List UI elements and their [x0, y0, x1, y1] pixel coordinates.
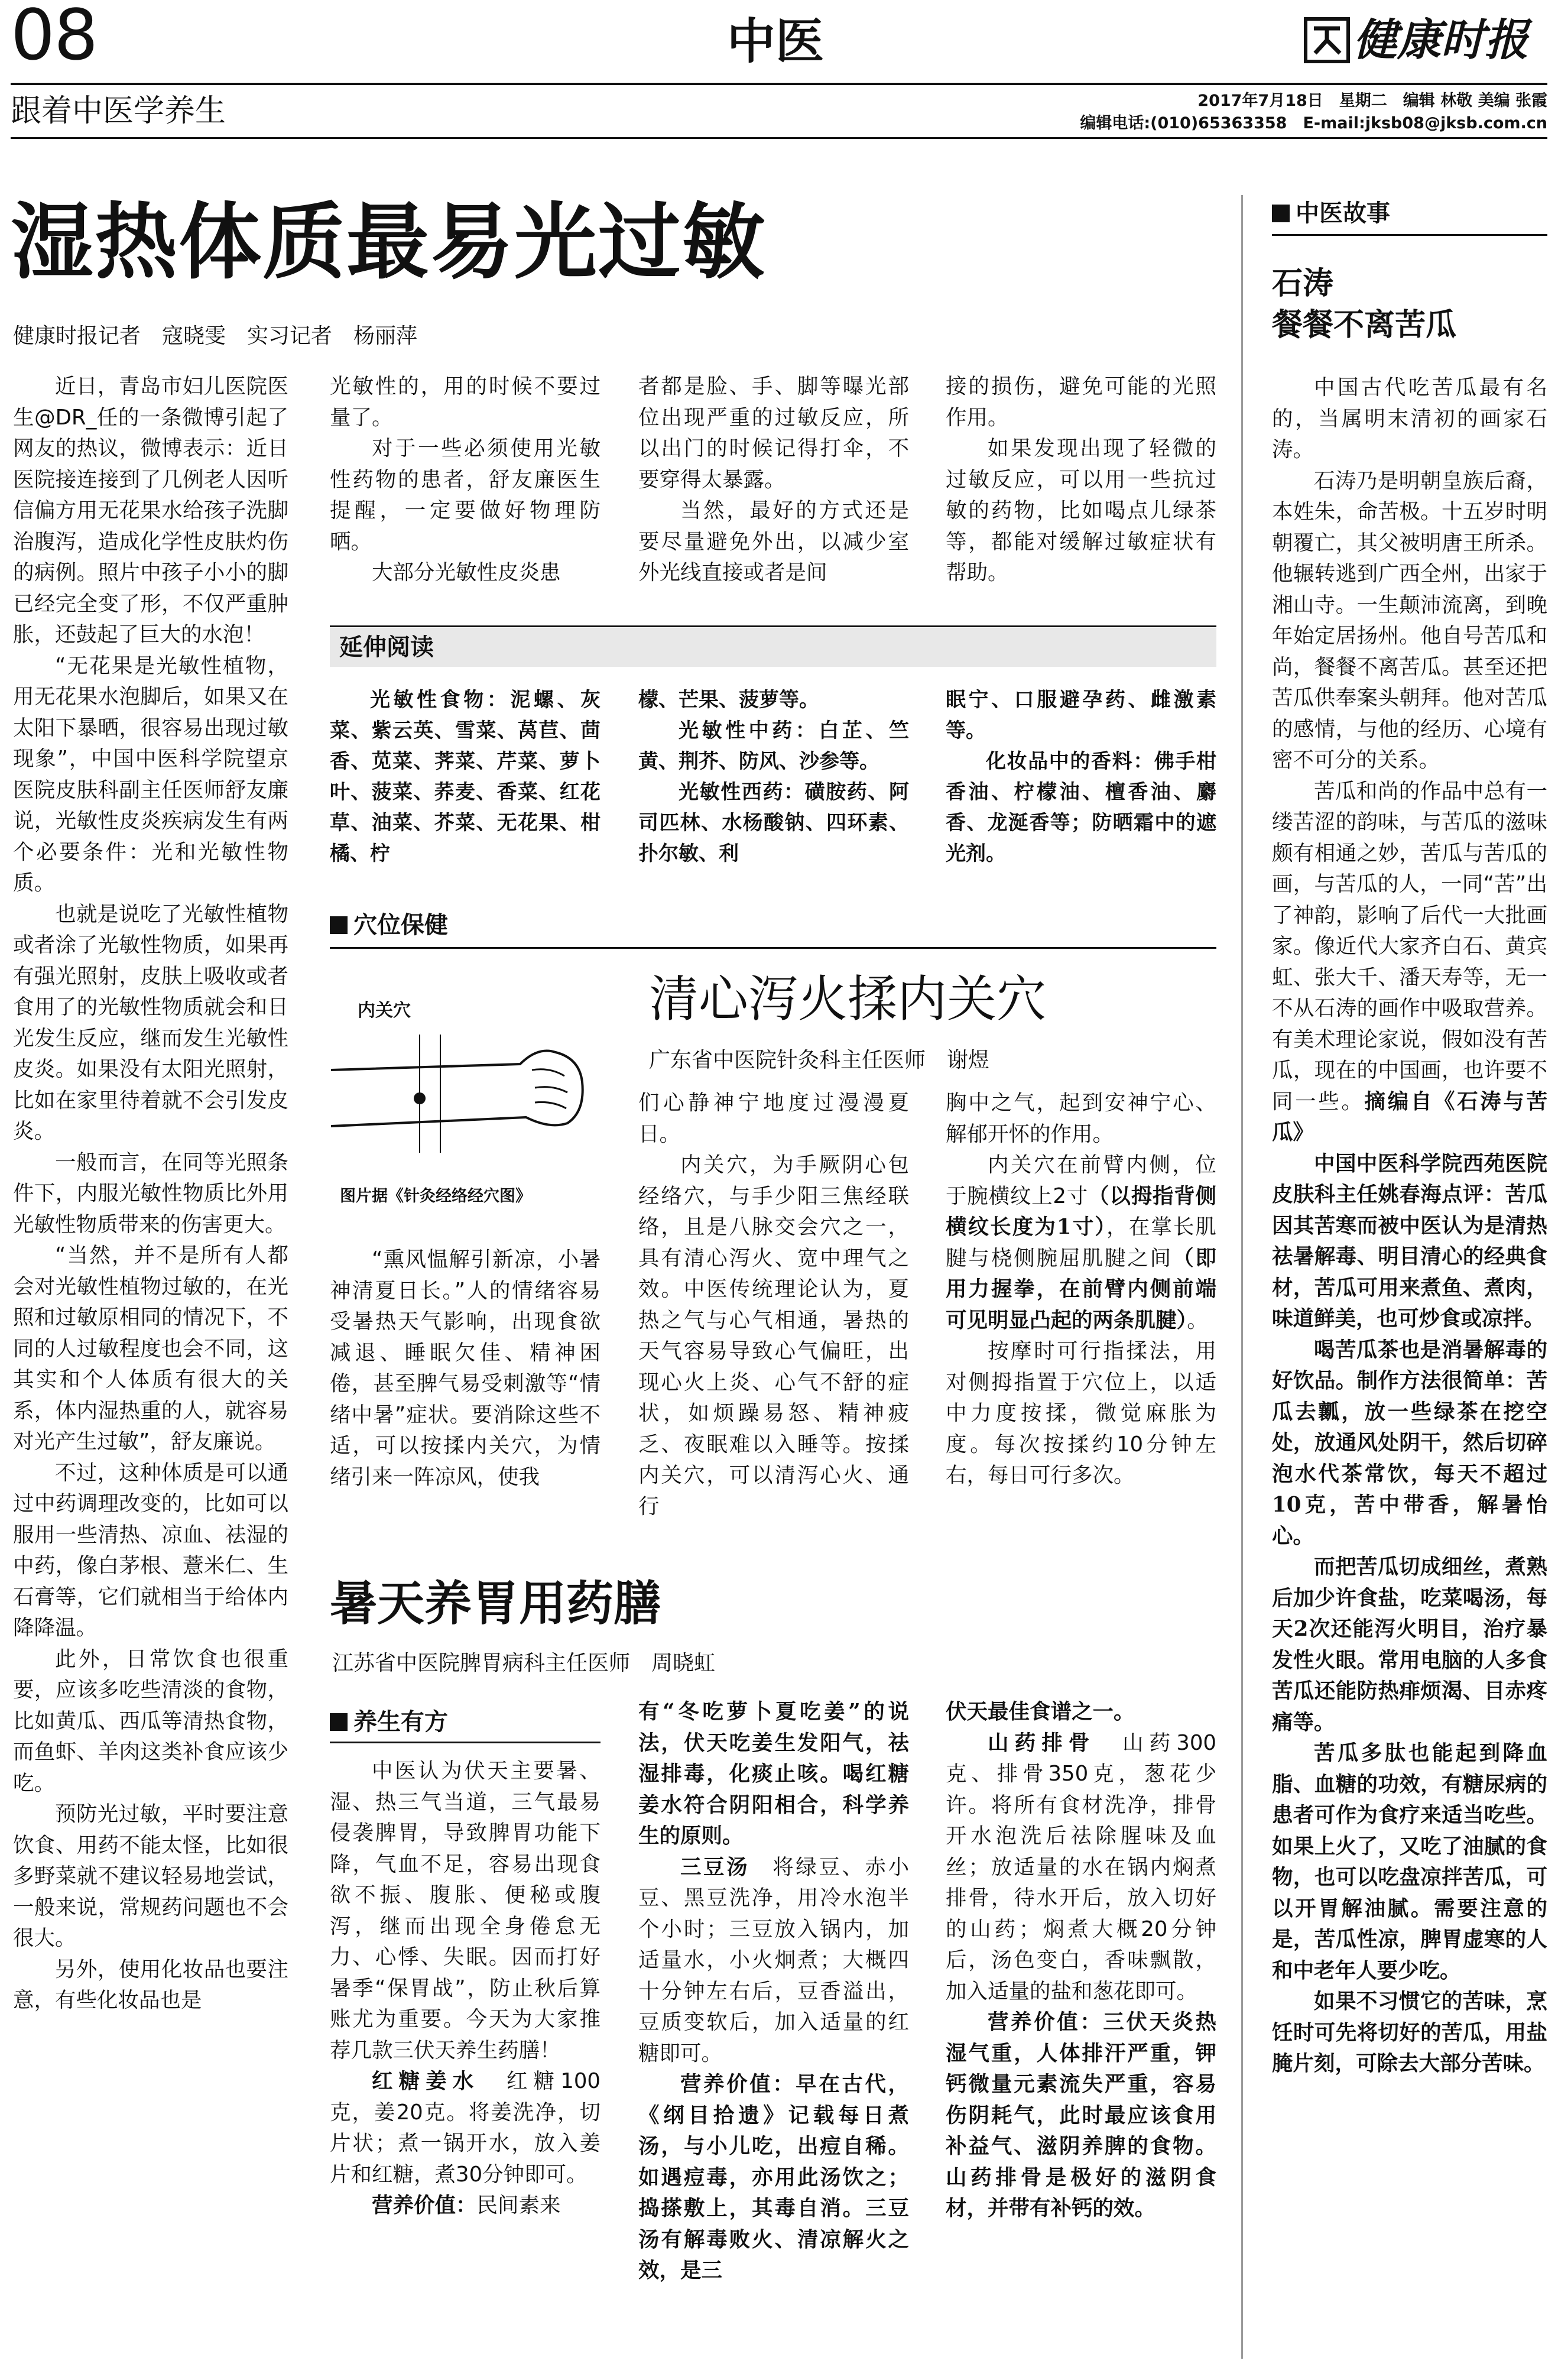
paragraph: 化妆品中的香料：佛手柑香油、柠檬油、檀香油、麝香、龙涎香等；防晒霜中的遮光剂。 [946, 750, 1216, 865]
main-article-col3 [638, 371, 909, 614]
paragraph [946, 1728, 1216, 2008]
paragraph [330, 2190, 601, 2222]
paragraph: 对于一些必须使用光敏性药物的患者，舒友廉医生提醒，一定要做好物理防晒。 [330, 436, 601, 554]
paragraph: 也就是说吃了光敏性植物或者涂了光敏性物质，如果再有强光照射，皮肤上吸收或者食用了的光敏性物质就会和日光发生反应，继而发生光敏性皮炎。如果没有太阳光照射，比如在家里待着就不会引发皮炎。 [13, 902, 288, 1143]
masthead-name: 健康时报 [1353, 15, 1528, 66]
paragraph [638, 1852, 909, 2070]
paragraph: 檬、芒果、菠萝等。 [638, 688, 819, 712]
paragraph [638, 2069, 909, 2287]
paragraph: 光敏性西药：磺胺药、阿司匹林、水杨酸钠、四环素、扑尔敏、利 [638, 780, 909, 865]
paragraph: 一般而言，在同等光照条件下，内服光敏性物质比外用光敏性物质带来的伤害更大。 [13, 1150, 288, 1237]
expert-label: 中国中医科学院西苑医院皮肤科主任姚春海点评： [1272, 1151, 1547, 1207]
forearm-illustration [331, 1023, 591, 1165]
paragraph: 者都是脸、手、脚等曝光部位出现严重的过敏反应，所以出门的时候记得打伞，不要穿得太暴露。 [638, 374, 909, 492]
text-run: （即用力握拳，在前臂内侧前端可见明显凸起的两条肌腱） [946, 1246, 1216, 1332]
paragraph: 苦瓜多肽也能起到降血脂、血糖的功效，有糖尿病的患者可作为食疗来适当吃些。如果上火了，又吃了油腻的食物，也可以吃盘凉拌苦瓜，可以开胃解油腻。需要注意的是，苦瓜性凉，脾胃虚寒的人和中老年人要少吃。 [1272, 1741, 1547, 1983]
paragraph: 如果不习惯它的苦味，烹饪时可先将切好的苦瓜，用盐腌片刻，可除去大部分苦味。 [1272, 1989, 1547, 2076]
paragraph: 胸中之气，起到安神宁心、解郁开怀的作用。 [946, 1091, 1216, 1146]
masthead-logo [1303, 17, 1351, 66]
extended-reading-col2 [638, 685, 909, 909]
paragraph: 光敏性的，用的时候不要过量了。 [330, 374, 601, 430]
paragraph: 按摩时可行指揉法，用对侧拇指置于穴位上，以适中力度按揉，微觉麻胀为度。每次按揉约10分钟左右，每日可行多次。 [946, 1339, 1216, 1487]
contact-info: 编辑电话:(010)65363358 E-mail:jksb08@jksb.com.cn [1080, 114, 1547, 132]
paragraph: 有“冬吃萝卜夏吃姜”的说法，伏天吃姜生发阳气，祛湿排毒，化痰止咳。喝红糖姜水符合阴阳相合，科学养生的原则。 [638, 1700, 909, 1848]
text-run: 将绿豆、赤小豆、黑豆洗净，用冷水泡半个小时；三豆放入锅内，加适量水，小火炯煮；大概四十分钟左右后，豆香溢出，豆质变软后，加入适量的红糖即可。 [638, 1854, 909, 2066]
paragraph: 眠宁、口服避孕药、雌激素等。 [946, 688, 1216, 742]
paragraph: 接的损伤，避免可能的光照作用。 [946, 374, 1216, 430]
acupoint-col3 [946, 1088, 1216, 1549]
figure-label: 内关穴 [358, 1000, 411, 1021]
paragraph: “无花果是光敏性植物，用无花果水泡脚后，如果又在太阳下暴晒，很容易出现过敏现象”，中国中医科学院望京医院皮肤科副主任医师舒友廉说，光敏性皮炎疾病发生有两个必要条件：光和光敏性物质。 [13, 653, 288, 895]
paragraph: 内关穴，为手厥阴心包经络穴，与手少阳三焦经联络，且是八脉交会穴之一，具有清心泻火、宽中理气之效。中医传统理论认为，夏热之气与心气相通，暑热的天气容易导致心气偏旺，出现心火上炎、心气不舒的症状，如烦躁易怒、精神疲乏、夜眠难以入睡等。按揉内关穴，可以清泻心火、通行 [638, 1153, 909, 1519]
text-run: （以拇指背侧横纹长度为1寸） [946, 1183, 1216, 1239]
paragraph: 中医认为伏天主要暑、湿、热三气当道，三气最易侵袭脾胃，导致脾胃功能下降，气血不足，容易出现食欲不振、腹胀、便秘或腹泻，继而出现全身倦怠无力、心悸、失眠。因而打好暑季“保胃战”，防止秋后算账尤为重要。今天为大家推荐几款三伏天养生药膳！ [330, 1759, 601, 2063]
text-run: 苦瓜和尚的作品中总有一缕苦涩的韵味，与苦瓜的滋味颇有相通之妙，苦瓜与苦瓜的画，与苦瓜的人，一同“苦”出了神韵，影响了后代一大批画家。像近代大家齐白石、黄宾虹、张大千、潘天寿等，无一不从石涛的画作中吸取营养。有美术理论家说，假如没有苦瓜，现在的中国画，也许要不同一些。 [1272, 779, 1547, 1114]
paragraph: 不过，这种体质是可以通过中药调理改变的，比如可以服用一些清热、凉血、祛湿的中药，像白茅根、薏米仁、生石膏等，它们就相当于给体内降降温。 [13, 1460, 288, 1640]
paragraph: 此外，日常饮食也很重要，应该多吃些清淡的食物，比如黄瓜、西瓜等清热食物，而鱼虾、羊肉这类补食应该少吃。 [13, 1646, 288, 1795]
paragraph: 喝苦瓜茶也是消暑解毒的好饮品。制作方法很简单：苦瓜去瓤，放一些绿茶在挖空处，放通风处阴干，然后切碎泡水代茶常饮，每天不超过10克，苦中带香，解暑怡心。 [1272, 1337, 1547, 1548]
main-article-col4 [946, 371, 1216, 614]
summer-col3 [946, 1697, 1216, 2359]
text-run: 苦瓜因其苦寒而被中医认为是清热祛暑解毒、明目清心的经典食材，苦瓜可用来煮鱼、煮肉，味道鲜美，也可炒食或凉拌。 [1272, 1182, 1547, 1331]
paragraph: 光敏性中药：白芷、竺黄、荆芥、防风、沙参等。 [638, 719, 909, 773]
paragraph: “熏风愠解引新凉，小暑神清夏日长。”人的情绪容易受暑热天气影响，出现食欲减退、睡眠欠佳、精神困倦，甚至脾气易受刺激等“情绪中暑”症状。要消除这些不适，可以按揉内关穴，为情绪引来一阵凉风，使我 [330, 1247, 601, 1489]
nutrition-label: 营养价值： [372, 2193, 477, 2217]
section-label: 养生有方 [353, 1708, 448, 1736]
extended-reading-header [330, 628, 1216, 667]
summer-col1 [330, 1756, 601, 2359]
paragraph: 们心静神宁地度过漫漫夏日。 [638, 1091, 909, 1146]
paragraph: 大部分光敏性皮炎患 [372, 560, 561, 585]
acupoint-col1 [330, 1244, 601, 1540]
acupoint-byline: 广东省中医院针灸科主任医师 谢煜 [649, 1048, 990, 1072]
text-run: 三伏天炎热湿气重，人体排汗严重，钾钙微量元素流失严重，容易伤阴耗气，此时最应该食用补益气、滋阴养脾的食物。山药排骨是极好的滋阴食材，并带有补钙的效。 [946, 2010, 1216, 2220]
story-body [1272, 372, 1547, 2365]
paragraph [1272, 776, 1547, 1149]
main-article-col2 [330, 371, 601, 614]
text-run: 红糖100克，姜20克。将姜洗净，切片状；煮一锅开水，放入姜片和红糖，煮30分钟即可。 [330, 2069, 601, 2187]
section-label: 中医故事 [1296, 200, 1390, 227]
section-label: 穴位保健 [353, 912, 448, 939]
main-article-col1 [13, 371, 288, 2358]
text-run: 山药300克、排骨350克，葱花少许。将所有食材洗净，排骨开水泡洗后祛除腥味及血丝；放适量的水在锅内焖煮排骨，待水开后，放入切好的山药；焖煮大概20分钟后，汤色变白，香味飘散，加入适量的盐和葱花即可。 [946, 1730, 1216, 2003]
nutrition-label: 营养价值： [680, 2072, 796, 2096]
paragraph: 光敏性食物：泥螺、灰菜、紫云英、雪菜、莴苣、茴香、苋菜、荠菜、芹菜、萝卜叶、菠菜、荞麦、香菜、红花草、油菜、芥菜、无花果、柑橘、柠 [330, 688, 601, 865]
square-bullet-icon [330, 916, 348, 934]
story-section-tag [1272, 199, 1390, 228]
text-run: 民间素来 [476, 2193, 561, 2217]
extended-reading-label: 延伸阅读 [339, 634, 434, 661]
source-note: 摘编自《石涛与苦瓜》 [1272, 1089, 1547, 1144]
summer-byline: 江苏省中医院脾胃病科主任医师 周晓虹 [332, 1651, 716, 1675]
text-run: ，在掌长肌腱与桡侧腕屈肌腱之间 [946, 1215, 1216, 1270]
paragraph: 伏天最佳食谱之一。 [946, 1700, 1135, 1724]
story-title-line1: 石涛 [1272, 266, 1334, 301]
section-title: 中医 [727, 13, 825, 70]
paragraph: 另外，使用化妆品也要注意，有些化妆品也是 [13, 1957, 288, 2012]
extended-reading-col3 [946, 685, 1216, 909]
headline: 湿热体质最易光过敏 [11, 194, 767, 291]
paragraph: 预防光过敏，平时要注意饮食、用药不能太怪，比如很多野菜就不建议轻易地尝试，一般来说，常规药问题也不会很大。 [13, 1802, 288, 1950]
summer-col2 [638, 1697, 909, 2359]
acupoint-col2 [638, 1088, 909, 1549]
paragraph [946, 1150, 1216, 1336]
recipe-name: 山药排骨 [988, 1730, 1096, 1755]
paragraph: 如果发现出现了轻微的过敏反应，可以用一些抗过敏的药物，比如喝点儿绿茶等，都能对缓解过敏症状有帮助。 [946, 436, 1216, 585]
page-subtitle: 跟着中医学养生 [11, 93, 226, 129]
square-bullet-icon [1272, 205, 1290, 222]
page-number: 08 [11, 0, 98, 76]
recipe-name: 红糖姜水 [372, 2069, 480, 2093]
text-run: 。 [1187, 1308, 1208, 1332]
paragraph: “当然，并不是所有人都会对光敏性植物过敏的，在光照和过敏原相同的情况下，不同的人过敏程度也会不同，这其实和个人体质有很大的关系，体内湿热重的人，就容易对光产生过敏”，舒友廉说。 [13, 1243, 288, 1454]
recipe-name: 三豆汤 [680, 1854, 750, 1879]
paragraph [330, 2066, 601, 2190]
logo-icon [1303, 17, 1351, 64]
text-run: 内关穴在前臂内侧，位于腕横纹上2寸 [946, 1153, 1216, 1208]
byline: 健康时报记者 寇晓雯 实习记者 杨丽萍 [13, 324, 418, 348]
extended-reading-col1 [330, 685, 601, 909]
story-title-line2: 餐餐不离苦瓜 [1272, 307, 1457, 343]
figure-caption: 图片据《针灸经络经穴图》 [340, 1187, 531, 1205]
summer-title: 暑天养胃用药膳 [330, 1575, 661, 1631]
health-section-tag [330, 1707, 448, 1737]
paragraph: 中国古代吃苦瓜最有名的，当属明末清初的画家石涛。 [1272, 375, 1547, 462]
paragraph [1272, 1149, 1547, 1335]
issue-date: 2017年7月18日 星期二 编辑 林敬 美编 张霞 [1197, 92, 1547, 110]
nutrition-label: 营养价值： [988, 2010, 1103, 2034]
acupoint-title: 清心泻火揉内关穴 [649, 970, 1047, 1028]
text-run: 早在古代，《纲目拾遗》记载每日煮汤，与小儿吃，出痘自稀。如遇痘毒，亦用此汤饮之；捣搽敷上，其毒自消。三豆汤有解毒败火、清凉解火之效，是三 [638, 2072, 909, 2282]
acupoint-section-tag [330, 910, 448, 940]
paragraph: 近日，青岛市妇儿医院医生@DR_任的一条微博引起了网友的热议，微博表示：近日医院接连接到了几例老人因听信偏方用无花果水给孩子洗脚治腹泻，造成化学性皮肤灼伤的病例。照片中孩子小小的脚已经完全变了形，不仅严重肿胀，还鼓起了巨大的水泡！ [13, 374, 288, 647]
square-bullet-icon [330, 1713, 348, 1731]
paragraph: 而把苦瓜切成细丝，煮熟后加少许食盐，吃菜喝汤，每天2次还能泻火明目，治疗暴发性火眼。常用电脑的人多食苦瓜还能防热痱烦渴、目赤疼痛等。 [1272, 1555, 1547, 1734]
paragraph [946, 2007, 1216, 2225]
paragraph: 当然，最好的方式还是要尽量避免外出，以减少室外光线直接或者是间 [638, 498, 909, 585]
paragraph: 石涛乃是明朝皇族后裔，本姓朱，命苦极。十五岁时明朝覆亡，其父被明唐王所杀。他辗转逃到广西全州，出家于湘山寺。一生颠沛流离，到晚年始定居扬州。他自号苦瓜和尚，餐餐不离苦瓜。甚至还把苦瓜供奉案头朝拜。他对苦瓜的感情，与他的经历、心境有密不可分的关系。 [1272, 468, 1547, 772]
